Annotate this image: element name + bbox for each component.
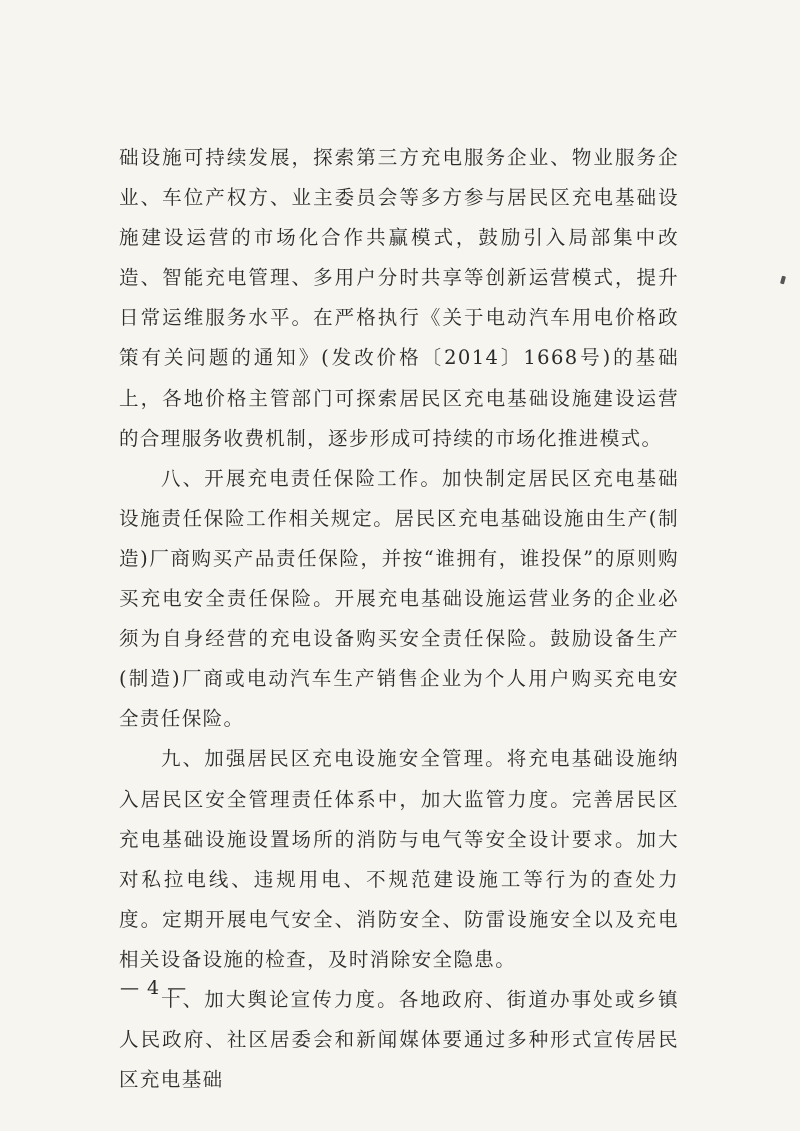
body-text (119, 138, 679, 1100)
paragraph-section-10: 十、加大舆论宣传力度。各地政府、街道办事处或乡镇人民政府、社区居委会和新闻媒体要通过多种形式宣传居民区充电基础 (119, 987, 679, 1092)
page-number: — 4 — (120, 977, 188, 999)
paragraph-section-8: 八、开展充电责任保险工作。加快制定居民区充电基础设施责任保险工作相关规定。居民区充电基础设施由生产(制造)厂商购买产品责任保险，并按“谁拥有，谁投保”的原则购买充电安全责任保险。开展充电基础设施运营业务的企业必须为自身经营的充电设备购买安全责任保险。鼓励设备生产(制造)厂商或电动汽车生产销售企业为个人用户购买充电安全责任保险。 (119, 466, 679, 731)
scan-artifact-mark (780, 276, 786, 285)
paragraph-continuation: 础设施可持续发展，探索第三方充电服务企业、物业服务企业、车位产权方、业主委员会等多方参与居民区充电基础设施建设运营的市场化合作共赢模式，鼓励引入局部集中改造、智能充电管理、多用户分时共享等创新运营模式，提升日常运维服务水平。在严格执行《关于电动汽车用电价格政策有关问题的通知》(发改价格〔2014〕1668号)的基础上，各地价格主管部门可探索居民区充电基础设施建设运营的合理服务收费机制，逐步形成可持续的市场化推进模式。 (119, 146, 679, 450)
paragraph-section-9: 九、加强居民区充电设施安全管理。将充电基础设施纳入居民区安全管理责任体系中，加大监管力度。完善居民区充电基础设施设置场所的消防与电气等安全设计要求。加大对私拉电线、违规用电、不规范建设施工等行为的查处力度。定期开展电气安全、消防安全、防雷设施安全以及充电相关设备设施的检查，及时消除安全隐患。 (119, 747, 679, 971)
